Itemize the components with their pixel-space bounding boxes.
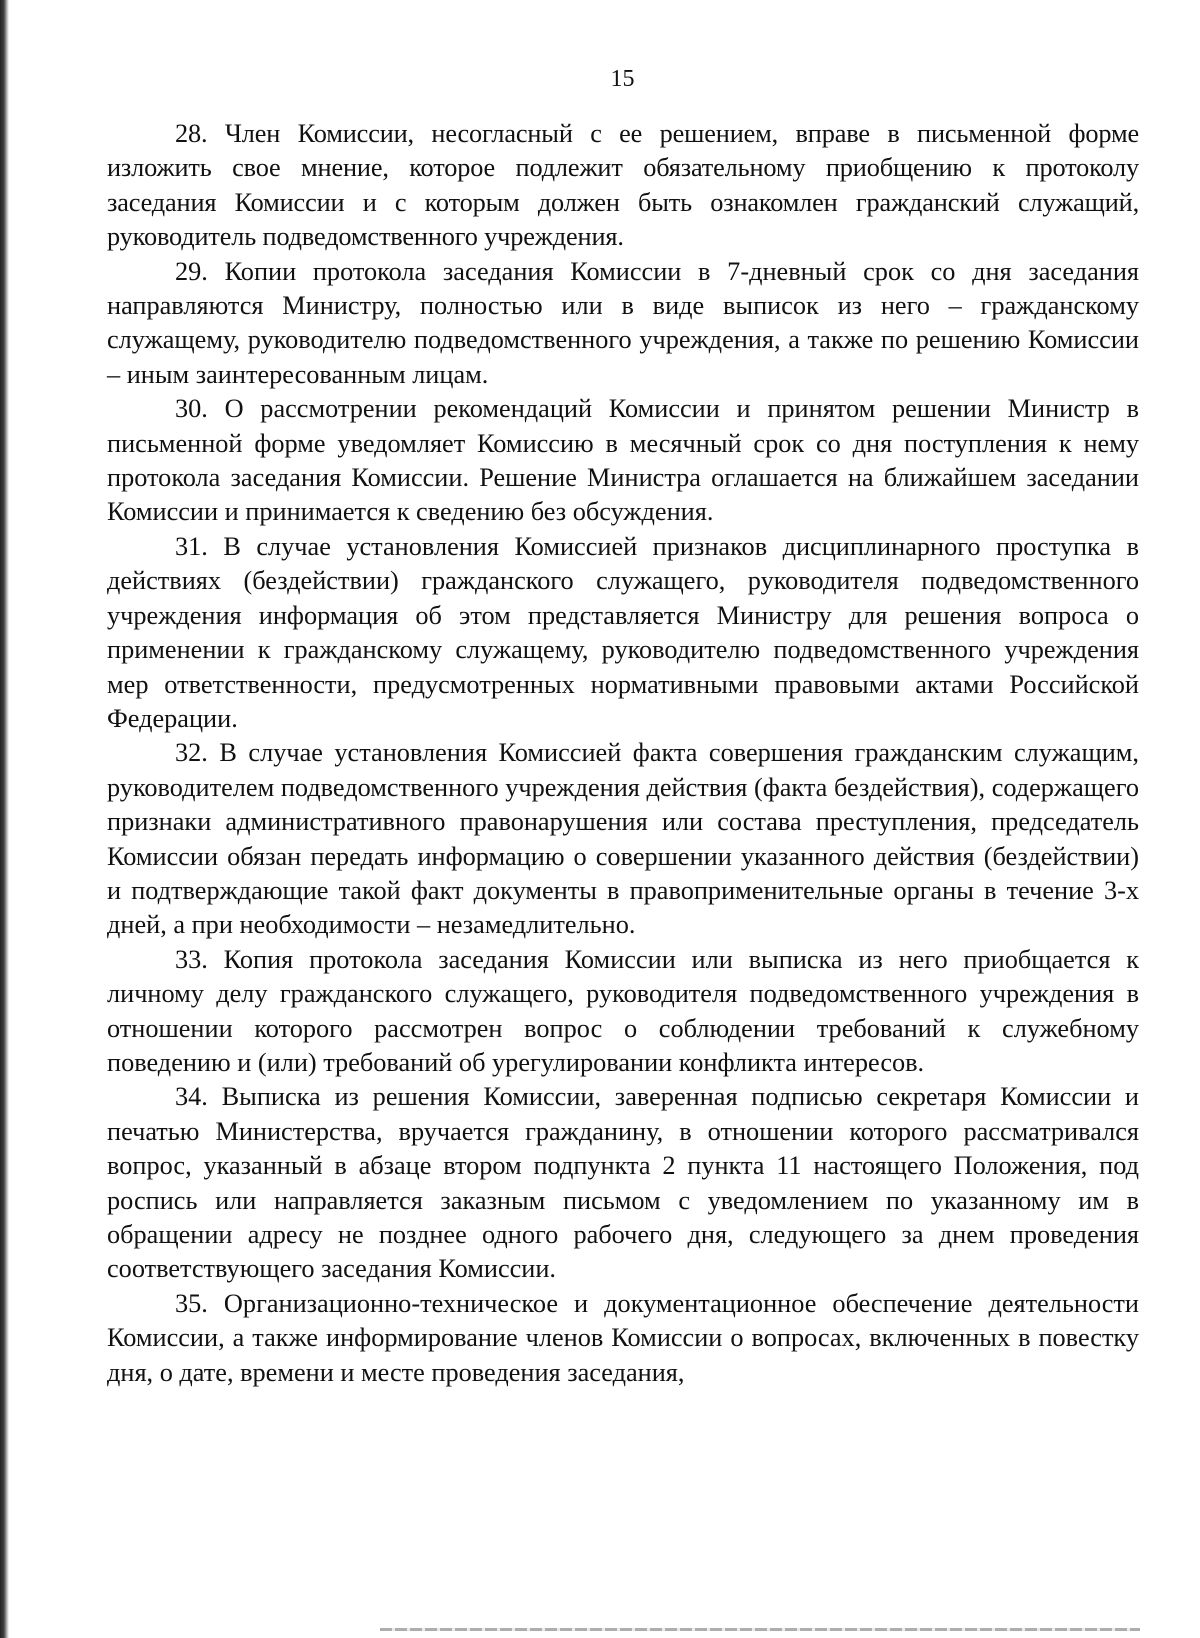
paragraph-31: 31. В случае установления Комиссией признаков дисциплинарного проступка в действиях (бездействии) гражданского служащего, руководителя подведомственного учреждения информация об этом представляется Министру для решения вопроса о применении к гражданскому служащему, руководителю подведомственного учреждения мер ответственности, предусмотренных нормативными правовыми актами Российской Федерации. [107, 531, 1139, 733]
paragraph-34: 34. Выписка из решения Комиссии, заверенная подписью секретаря Комиссии и печатью Министерства, вручается гражданину, в отношении которого рассматривался вопрос, указанный в абзаце втором подпункта 2 пункта 11 настоящего Положения, под роспись или направляется заказным письмом с уведомлением по указанному им в обращении адресу не позднее одного рабочего дня, следующего за днем проведения соответствующего заседания Комиссии. [107, 1082, 1139, 1284]
paragraph-28: 28. Член Комиссии, несогласный с ее решением, вправе в письменной форме изложить свое мнение, которое подлежит обязательному приобщению к протоколу заседания Комиссии и с которым должен быть ознакомлен гражданский служащий, руководитель подведомственного учреждения. [107, 119, 1139, 252]
paragraph-32: 32. В случае установления Комиссией факта совершения гражданским служащим, руководителем подведомственного учреждения действия (факта бездействия), содержащего признаки административного правонарушения или состава преступления, председатель Комиссии обязан передать информацию о совершении указанного действия (бездействии) и подтверждающие такой факт документы в правоприменительные органы в течение 3-х дней, а при необходимости – незамедлительно. [107, 738, 1139, 940]
document-body [107, 117, 1139, 1390]
paragraph-30: 30. О рассмотрении рекомендаций Комиссии и принятом решении Министр в письменной форме уведомляет Комиссию в месячный срок со дня поступления к нему протокола заседания Комиссии. Решение Министра оглашается на ближайшем заседании Комиссии и принимается к сведению без обсуждения. [107, 394, 1139, 527]
scan-edge [0, 0, 9, 1638]
scan-bottom-edge [380, 1628, 1140, 1631]
page-number: 15 [610, 66, 635, 92]
paragraph-35: 35. Организационно-техническое и документационное обеспечение деятельности Комиссии, а также информирование членов Комиссии о вопросах, включенных в повестку дня, о дате, времени и месте проведения заседания, [107, 1288, 1139, 1387]
paragraph-29: 29. Копии протокола заседания Комиссии в 7-дневный срок со дня заседания направляются Министру, полностью или в виде выписок из него – гражданскому служащему, руководителю подведомственного учреждения, а также по решению Комиссии – иным заинтересованным лицам. [107, 256, 1139, 389]
paragraph-33: 33. Копия протокола заседания Комиссии или выписка из него приобщается к личному делу гражданского служащего, руководителя подведомственного учреждения в отношении которого рассмотрен вопрос о соблюдении требований к служебному поведению и (или) требований об урегулировании конфликта интересов. [107, 944, 1139, 1077]
